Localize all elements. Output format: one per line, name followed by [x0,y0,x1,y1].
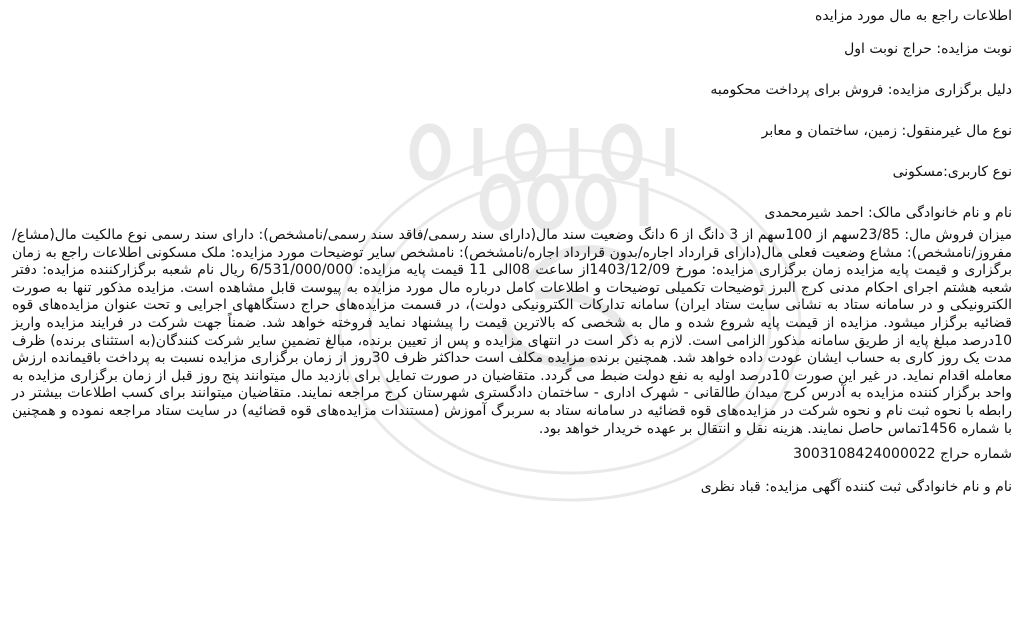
auction-description: میزان فروش مال: 23/85سهم از 100سهم از 3 دانگ از 6 دانگ وضعیت سند مال(دارای سند رسمی/فاقد سند رسمی/نامشخص): دارای سند رسمی نوع مالکیت مال(مشاع/مفروز/نامشخص): مشاع وضعیت فعلی مال(دارای قرارداد اجاره/بدون قرارداد اجاره/نامشخص): نامشخص سایر توضیحات مورد مزایده: ملک مسکونی اطلاعات راجع به زمان برگزاری و قیمت پایه مزایده زمان برگزاری مزایده: مورخ 1403/12/09از ساعت 08الی 11 قیمت پایه مزایده: 6/531/000/000 ریال نام شعبه برگزارکننده مزایده: دفتر شعبه هشتم اجرای احکام مدنی کرج البرز توضیحات تکمیلی توضیحات و اطلاعات کامل درباره مال مورد مزایده به پیوست قابل مشاهده است. مزایده مذکور تنها به صورت الکترونیکی و در سامانه ستاد به نشانی سایت ستاد ایران) سامانه تدارکات الکترونیکی دولت)، در قسمت مزایده‌های حراج دستگاههای اجرایی و تحت عنوان مزایده‌های قوه قضائیه برگزار میشود. مزایده از قیمت پایه شروع شده و مال به شخصی که بالاترین قیمت را پیشنهاد نماید فروخته خواهد شد. ضمناً جهت شرکت در فرایند مزایده واریز 10درصد مبلغ پایه از طریق سامانه مذکور الزامی است. لازم به ذکر است در انتهای مزایده و پس از تعیین برنده، مبالغ تضمین سایر شرکت کنندگان(به استثنای برنده) ظرف مدت یک روز کاری به حساب ایشان عودت داده خواهد شد. همچنین برنده مزایده مکلف است حداکثر ظرف 30روز از زمان برگزاری مزایده نسبت به پرداخت باقیمانده ارزش معامله اقدام نماید. در غیر این صورت 10درصد اولیه به نفع دولت ضبط می گردد. متقاضیان در صورت تمایل برای بازدید مال میتوانند پنج روز قبل از زمان برگزاری مزایده به واحد برگزار کننده مزایده به آدرس کرج میدان طالقانی - شهرک اداری - ساختمان دادگستری شهرستان کرج مراجعه نمایند. متقاضیان میتوانند برای کسب اطلاعات بیشتر در رابطه با نحوه ثبت نام و نحوه شرکت در مزایده‌های قوه قضائیه در سامانه ستاد به سربرگ آموزش (مستندات مزایده‌های قوه قضائیه) در سایت ستاد مراجعه نموده و همچنین با شماره 1456تماس حاصل نمایند. هزینه نقل و انتقال بر عهده خریدار خواهد بود. [12,227,1012,437]
auction-round: نوبت مزایده: حراج نوبت اول [844,41,1012,57]
property-type: نوع مال غیرمنقول: زمین، ساختمان و معابر [761,123,1012,139]
notice-title: اطلاعات راجع به مال مورد مزایده [815,8,1012,24]
auction-number: شماره حراج 3003108424000022 [793,446,1012,463]
usage-type: نوع کاربری:مسکونی [892,164,1012,180]
owner-name: نام و نام خانوادگی مالک: احمد شیرمحمدی [764,205,1012,221]
notice-content [12,6,1012,497]
registrar-name: نام و نام خانوادگی ثبت کننده آگهی مزایده: قباد نظری [700,479,1012,496]
auction-reason: دلیل برگزاری مزایده: فروش برای پرداخت محکومبه [710,82,1012,98]
